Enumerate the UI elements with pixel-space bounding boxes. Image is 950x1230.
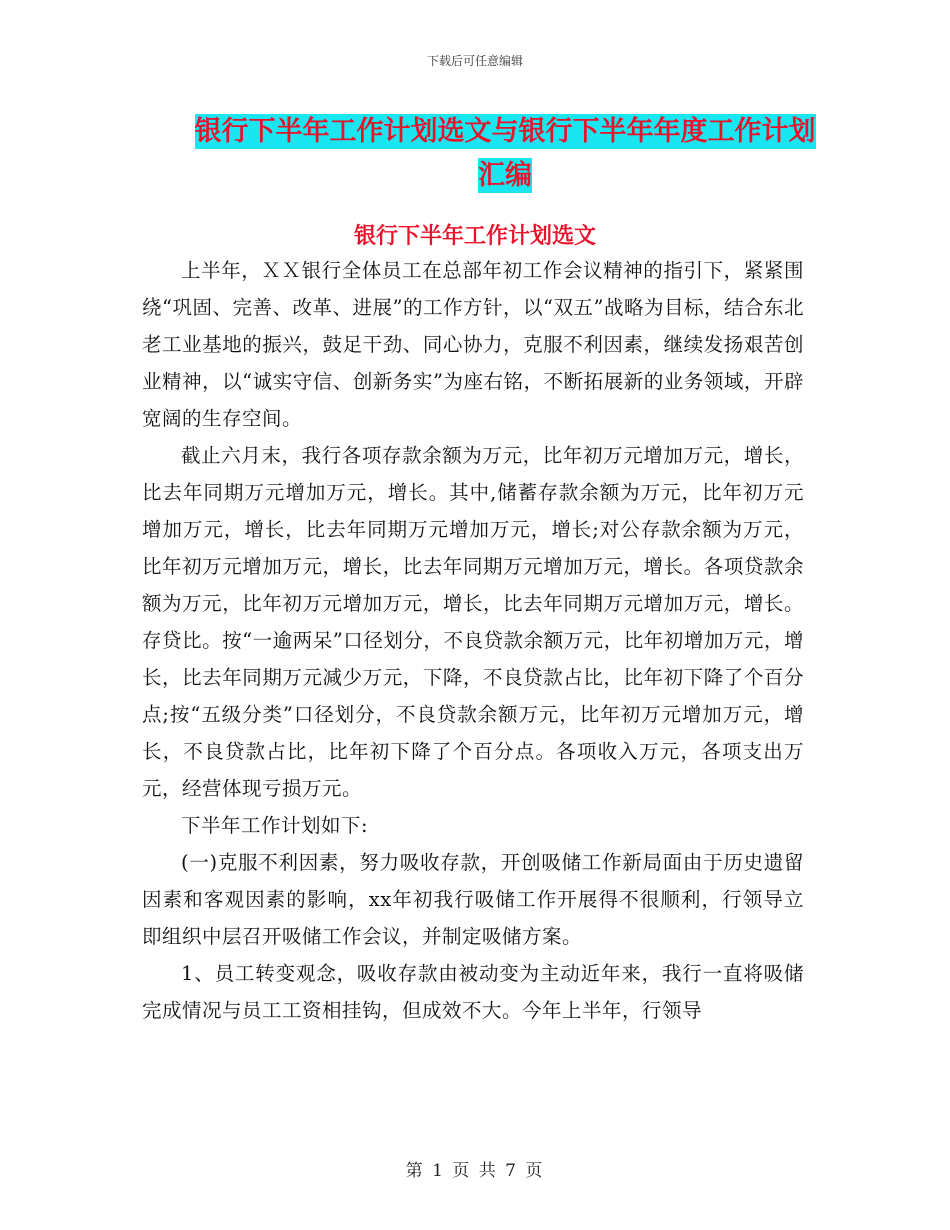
paragraph: 下半年工作计划如下: — [181, 814, 369, 837]
document-body — [142, 252, 804, 1029]
header-note: 下载后可任意编辑 — [426, 54, 523, 68]
paragraph: (一)克服不利因素，努力吸收存款，开创吸储工作新局面由于历史遗留因素和客观因素的影响，xx年初我行吸储工作开展得不很顺利，行领导立即组织中层召开吸储工作会议，并制定吸储方案。 — [142, 851, 804, 948]
page-number: 第 1 页 共 7 页 — [405, 1161, 545, 1181]
document-title — [190, 110, 820, 198]
paragraph: 上半年，ＸＸ银行全体员工在总部年初工作会议精神的指引下，紧紧围绕“巩固、完善、改革、进展”的工作方针，以“双五”战略为目标，结合东北老工业基地的振兴，鼓足干劲、同心协力，克服不利因素，继续发扬艰苦创业精神，以“诚实守信、创新务实”为座右铭，不断拓展新的业务领域，开辟宽阔的生存空间。 — [142, 259, 804, 430]
section-title: 银行下半年工作计划选文 — [353, 224, 596, 249]
paragraph: 1、员工转变观念，吸收存款由被动变为主动近年来，我行一直将吸储完成情况与员工工资相挂钩，但成效不大。今年上半年，行领导 — [142, 962, 804, 1022]
paragraph: 截止六月末，我行各项存款余额为万元，比年初万元增加万元，增长，比去年同期万元增加万元，增长。其中,储蓄存款余额为万元，比年初万元增加万元，增长，比去年同期万元增加万元，增长;对公存款余额为万元，比年初万元增加万元，增长，比去年同期万元增加万元，增长。各项贷款余额为万元，比年初万元增加万元，增长，比去年同期万元增加万元，增长。存贷比。按“一逾两呆”口径划分，不良贷款余额万元，比年初增加万元，增长，比去年同期万元减少万元，下降，不良贷款占比，比年初下降了个百分点;按“五级分类”口径划分，不良贷款余额万元，比年初万元增加万元，增长，不良贷款占比，比年初下降了个百分点。各项收入万元，各项支出万元，经营体现亏损万元。 — [142, 444, 804, 800]
document-title-line1: 银行下半年工作计划选文与银行下半年年度工作计划 — [194, 116, 816, 147]
document-title-line2: 汇编 — [478, 160, 532, 191]
